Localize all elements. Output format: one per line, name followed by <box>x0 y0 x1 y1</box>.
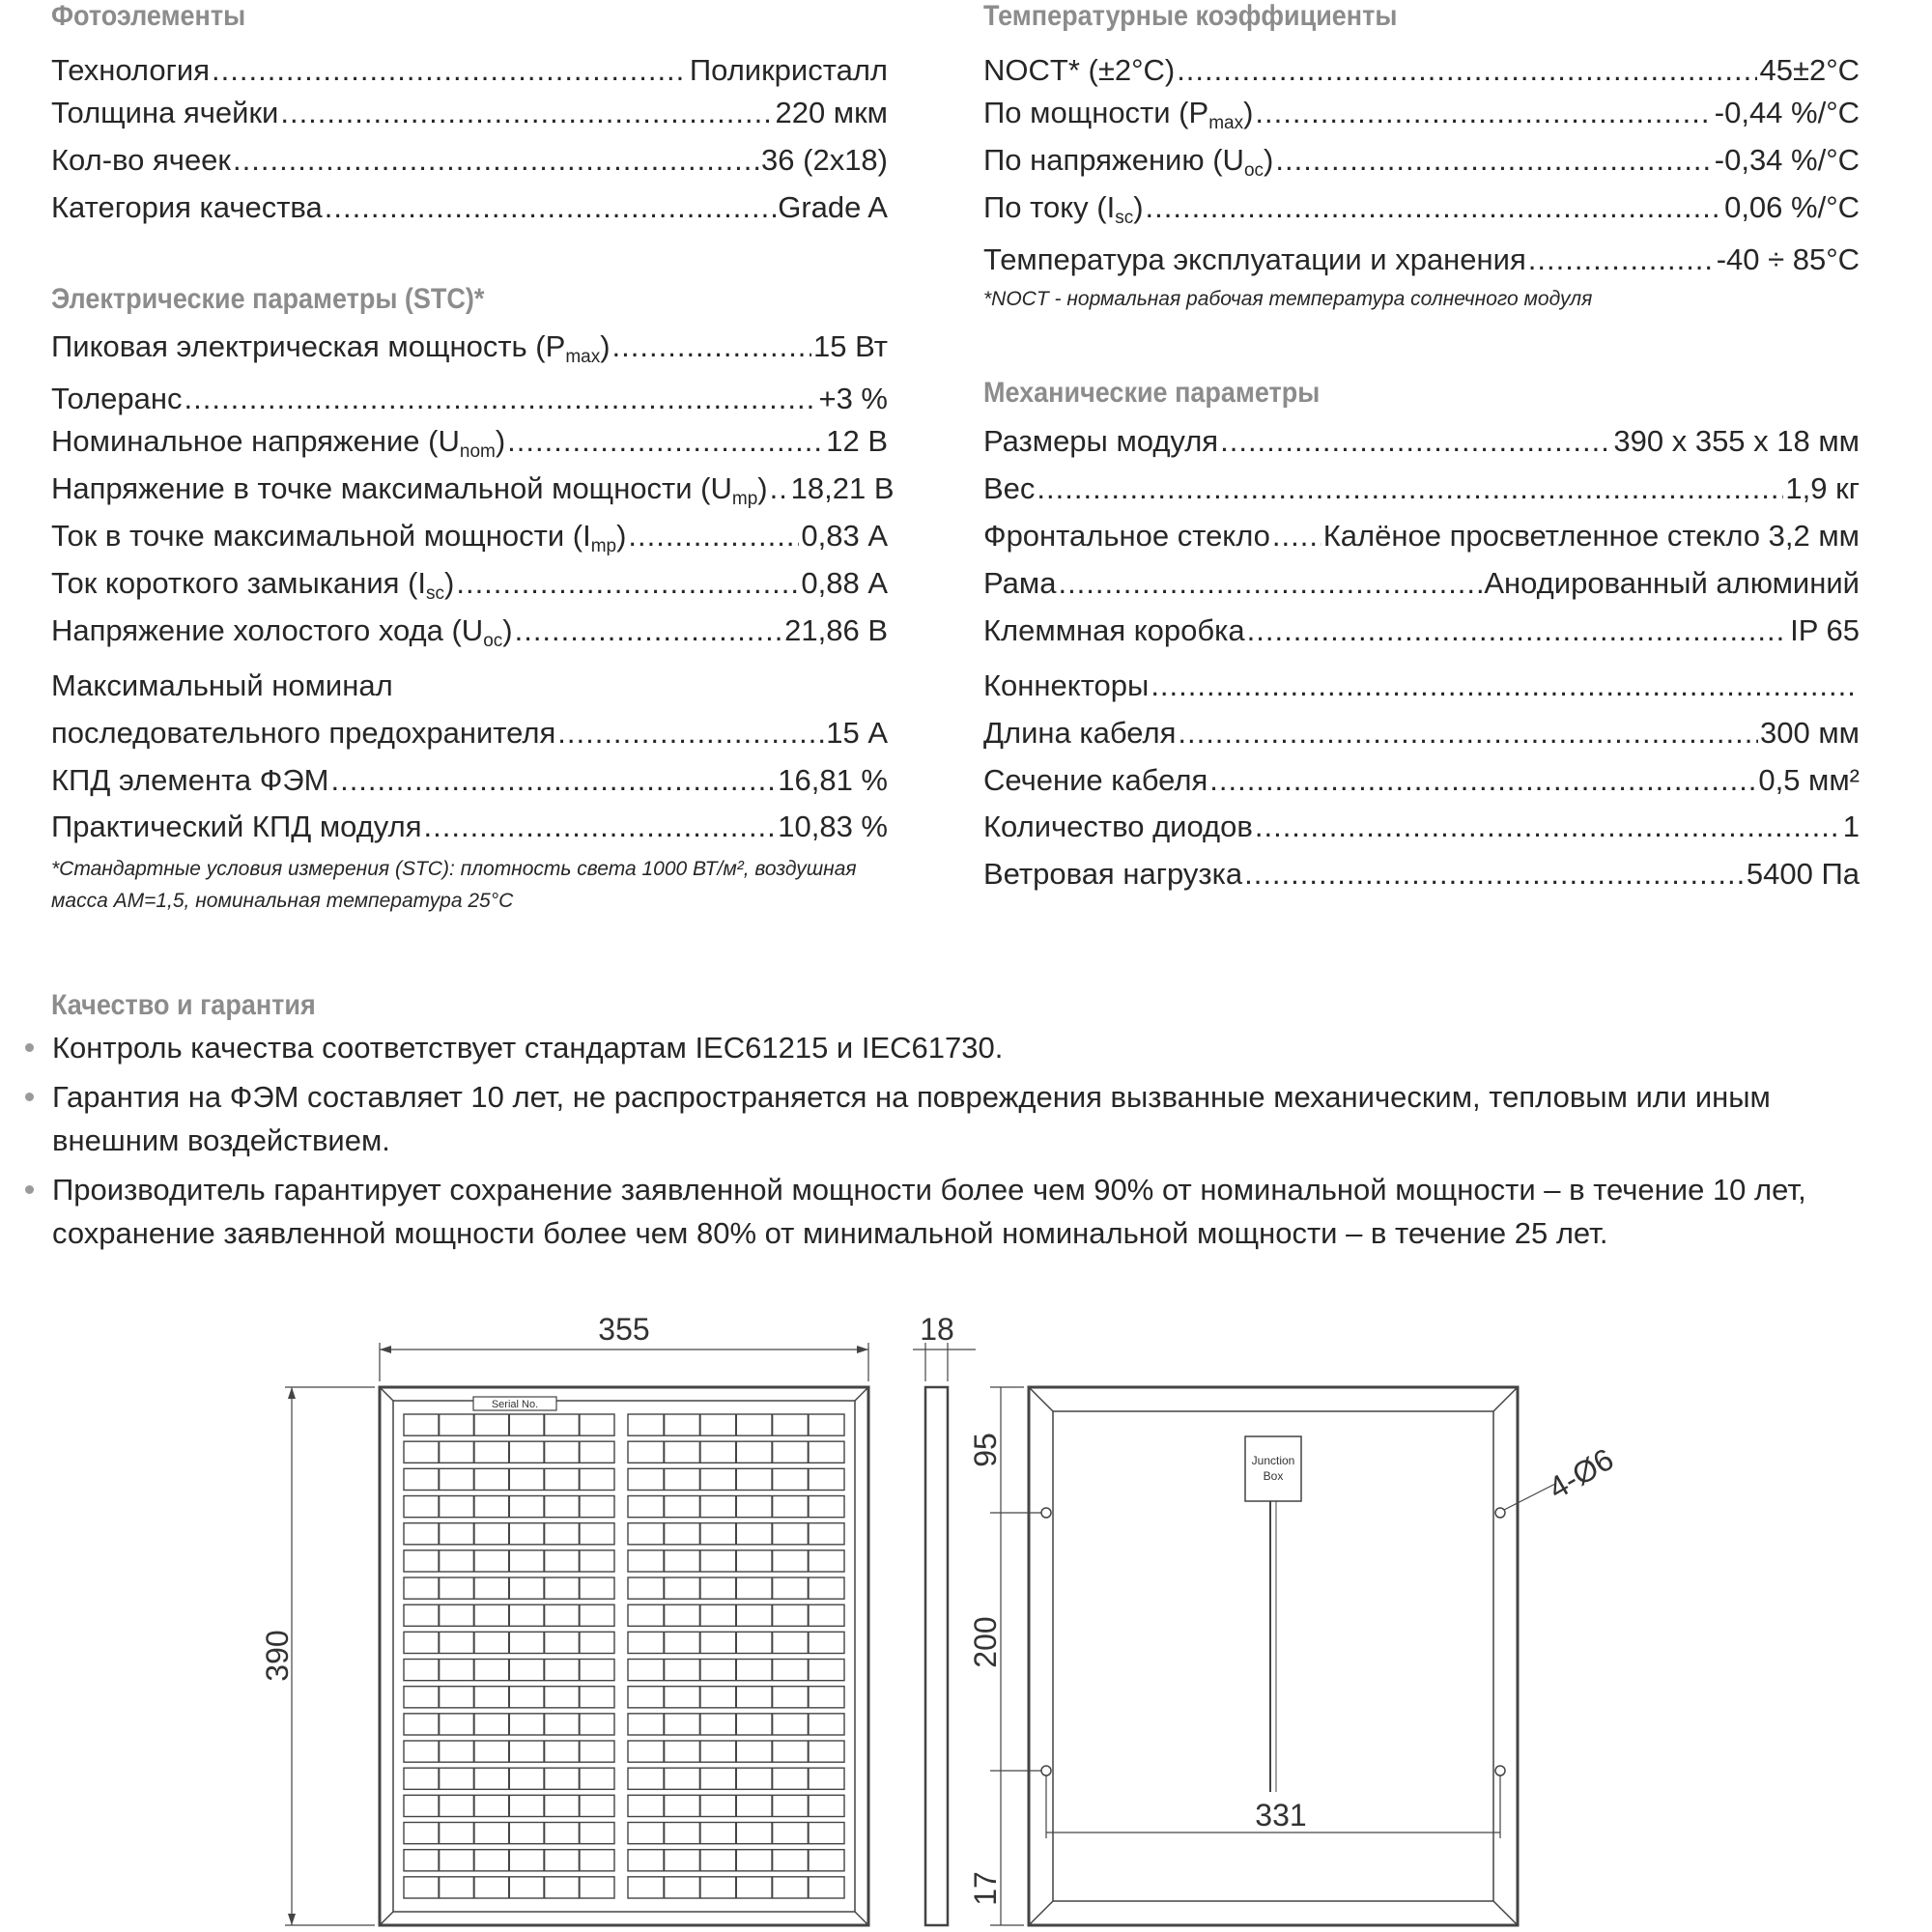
dot-leader <box>507 422 824 461</box>
dot-leader <box>233 141 759 180</box>
dot-leader <box>1275 141 1712 180</box>
spec-row <box>983 714 1860 753</box>
dot-leader <box>1255 808 1841 846</box>
dot-leader <box>1209 761 1756 800</box>
spec-value: 10,83 % <box>778 810 888 843</box>
spec-label: Технология <box>51 53 211 87</box>
spec-label: Фронтальное стекло <box>983 519 1270 553</box>
spec-value: 1 <box>1842 810 1860 843</box>
bullet-dot <box>25 1185 34 1194</box>
dot-leader <box>280 94 773 132</box>
spec-label: Практический КПД модуля <box>51 810 422 843</box>
bullet-dot <box>25 1043 34 1052</box>
dot-leader <box>1178 714 1758 753</box>
spec-label: Ветровая нагрузка <box>983 857 1243 891</box>
mount-hole <box>1041 1766 1051 1776</box>
spec-label: По мощности $(P_{max})$ <box>983 96 1254 133</box>
spec-row <box>983 808 1860 846</box>
spec-row <box>51 188 888 227</box>
spec-value: -40 ÷ 85°C <box>1716 242 1860 276</box>
temperature-section-title: Температурные коэффициенты <box>983 0 1398 32</box>
spec-label: Толщина ячейки <box>51 96 279 129</box>
front-frame-inner <box>393 1401 855 1912</box>
spec-value: 5400 Па <box>1746 857 1860 891</box>
spec-value: -0,34 %/°C <box>1714 143 1860 177</box>
dot-leader <box>185 380 817 418</box>
dot-leader <box>1244 855 1745 894</box>
spec-value: 1,9 кг <box>1785 471 1860 505</box>
electrical-section-title: Электрические параметры (STC)* <box>51 283 485 315</box>
spec-value: 0,5 мм² <box>1758 763 1860 797</box>
dot-leader <box>1272 517 1321 555</box>
spec-label: Толеранс <box>51 382 183 415</box>
spec-label: Количество диодов <box>983 810 1253 843</box>
dot-leader <box>1528 241 1715 279</box>
spec-label: последовательного предохранителя <box>51 716 556 750</box>
mount-hole <box>1495 1508 1505 1518</box>
spec-row <box>51 327 888 377</box>
depth-label: 18 <box>920 1312 954 1347</box>
dot-leader <box>212 51 688 90</box>
dot-leader <box>515 611 783 650</box>
dot-leader <box>770 469 789 508</box>
stc-note-line2: масса АМ=1,5, номинальная температура 25°С <box>51 890 514 912</box>
front-view <box>380 1387 868 1925</box>
dim-17-label: 17 <box>968 1871 1003 1906</box>
noct-note: *NOCT - нормальная рабочая температура солнечного модуля <box>983 288 1593 310</box>
quality-bullet: Гарантия на ФЭМ составляет 10 лет, не распространяется на повреждения вызванные механическим, тепловым или иным внешним воздействием. <box>25 1075 1880 1162</box>
quality-bullet-list <box>25 1026 1880 1261</box>
dot-leader <box>456 564 799 603</box>
spec-row <box>983 564 1860 603</box>
holes-label: 4-Ø6 <box>1542 1441 1620 1506</box>
spec-value: 300 мм <box>1760 716 1860 750</box>
quality-bullet: Производитель гарантирует сохранение заявленной мощности более чем 90% от номинальной мощности – в течение 10 лет, сохранение заявленной мощности более чем 80% от минимальной номинальной мощности – в течение 25 лет. <box>25 1168 1880 1255</box>
spec-row <box>51 611 888 661</box>
spec-label: КПД элемента ФЭМ <box>51 763 329 797</box>
quality-bullet: Контроль качества соответствует стандартам IEC61215 и IEC61730. <box>25 1026 1880 1069</box>
spec-label: По току $(I_{sc})$ <box>983 190 1144 228</box>
dot-leader <box>424 808 777 846</box>
spec-row <box>983 51 1860 90</box>
spec-label: Размеры модуля <box>983 424 1219 458</box>
spec-row <box>51 380 888 418</box>
spec-label: Длина кабеля <box>983 716 1177 750</box>
spec-label: Категория качества <box>51 190 323 224</box>
spec-label: Рама <box>983 566 1057 600</box>
spec-row <box>983 188 1860 238</box>
quality-section-title: Качество и гарантия <box>51 989 316 1021</box>
spec-value: 21,86 В <box>784 613 888 647</box>
spec-row <box>983 422 1860 461</box>
spec-value: 12 В <box>826 424 888 458</box>
dot-leader <box>330 761 776 800</box>
spec-value: 0,83 А <box>801 519 888 553</box>
spec-row-fuse <box>51 714 888 753</box>
back-frame-outer <box>1029 1387 1518 1925</box>
spec-value: 220 мкм <box>775 96 888 129</box>
junction-label-line2: Box <box>1263 1469 1284 1483</box>
spec-label: Ток короткого замыкания $(I_{sc})$ <box>51 566 455 604</box>
spec-label: Пиковая электрическая мощность $(P_{max})$ <box>51 329 611 367</box>
mechanical-section-title: Механические параметры <box>983 377 1321 409</box>
spec-label: Клеммная коробка <box>983 613 1245 647</box>
stc-note-line1: *Стандартные условия измерения (STC): плотность света 1000 ВТ/м², воздушная <box>51 858 857 880</box>
photo-section-title: Фотоэлементы <box>51 0 246 32</box>
mount-hole <box>1495 1766 1505 1776</box>
dot-leader <box>325 188 776 227</box>
spec-row <box>51 761 888 800</box>
dim-331-label: 331 <box>1255 1798 1307 1833</box>
spec-label: Напряжение холостого хода $(U_{oc})$ <box>51 613 513 651</box>
dim-95-label: 95 <box>968 1433 1003 1467</box>
dot-leader <box>1058 564 1482 603</box>
spec-row <box>983 517 1860 555</box>
spec-label: Кол-во ячеек <box>51 143 231 177</box>
spec-value: +3 % <box>818 382 888 415</box>
spec-value: 36 (2х18) <box>761 143 888 177</box>
spec-row <box>983 611 1860 650</box>
spec-row <box>983 469 1860 508</box>
spec-label: Напряжение в точке максимальной мощности $(U_{mp})$ <box>51 471 768 509</box>
spec-row <box>51 564 888 613</box>
spec-label: NOCT* (±2°C) <box>983 53 1176 87</box>
spec-value: 15 А <box>826 716 888 750</box>
dot-leader <box>1220 422 1611 461</box>
spec-value: 45±2°C <box>1759 53 1860 87</box>
dot-leader <box>1177 51 1757 90</box>
spec-row <box>51 422 888 471</box>
cell-grid <box>404 1414 844 1898</box>
mount-hole <box>1041 1508 1051 1518</box>
spec-value: Grade A <box>778 190 888 224</box>
spec-row <box>983 667 1860 705</box>
dot-leader <box>1255 94 1712 132</box>
dim-200-label: 200 <box>968 1616 1003 1668</box>
spec-value: 15 Вт <box>813 329 888 363</box>
spec-value: IP 65 <box>1790 613 1860 647</box>
dot-leader <box>1247 611 1789 650</box>
spec-row <box>983 94 1860 143</box>
spec-value: Калёное просветленное стекло 3,2 мм <box>1322 519 1860 553</box>
spec-label: Ток в точке максимальной мощности $(I_{mp})$ <box>51 519 627 556</box>
spec-value: 0,06 %/°C <box>1724 190 1860 224</box>
dot-leader <box>628 517 799 555</box>
spec-value: Поликристалл <box>689 53 888 87</box>
spec-value: -0,44 %/°C <box>1714 96 1860 129</box>
spec-row <box>983 761 1860 800</box>
spec-label: Номинальное напряжение $(U_{nom})$ <box>51 424 506 462</box>
front-frame-outer <box>380 1387 868 1925</box>
junction-label-line1: Junction <box>1251 1454 1295 1467</box>
spec-row <box>51 94 888 132</box>
spec-value: 390 х 355 х 18 мм <box>1613 424 1860 458</box>
spec-label: Сечение кабеля <box>983 763 1208 797</box>
spec-row <box>983 855 1860 894</box>
serial-label: Serial No. <box>491 1399 539 1410</box>
spec-row <box>983 141 1860 190</box>
spec-label: По напряжению $(U_{oc})$ <box>983 143 1274 181</box>
dot-leader <box>1146 188 1723 227</box>
module-technical-drawing <box>0 1294 1932 1932</box>
spec-row <box>983 241 1860 279</box>
fuse-label-line1: Максимальный номинал <box>51 668 393 702</box>
spec-label: Вес <box>983 471 1036 505</box>
spec-value: 16,81 % <box>778 763 888 797</box>
dot-leader <box>557 714 824 753</box>
dot-leader <box>1151 667 1858 705</box>
spec-row <box>51 808 888 846</box>
width-label: 355 <box>598 1312 650 1347</box>
spec-row <box>51 51 888 90</box>
spec-label: Температура эксплуатации и хранения <box>983 242 1526 276</box>
spec-label: Коннекторы <box>983 668 1150 702</box>
dot-leader <box>612 327 812 366</box>
dot-leader <box>1037 469 1783 508</box>
spec-value: 18,21 В <box>790 471 895 505</box>
side-view <box>925 1387 948 1925</box>
bullet-dot <box>25 1093 34 1101</box>
spec-row <box>51 517 888 566</box>
spec-row <box>51 141 888 180</box>
spec-row <box>51 469 895 519</box>
height-label: 390 <box>260 1630 295 1682</box>
spec-value: Анодированный алюминий <box>1484 566 1860 600</box>
back-view <box>1029 1387 1555 1925</box>
spec-value: 0,88 А <box>801 566 888 600</box>
